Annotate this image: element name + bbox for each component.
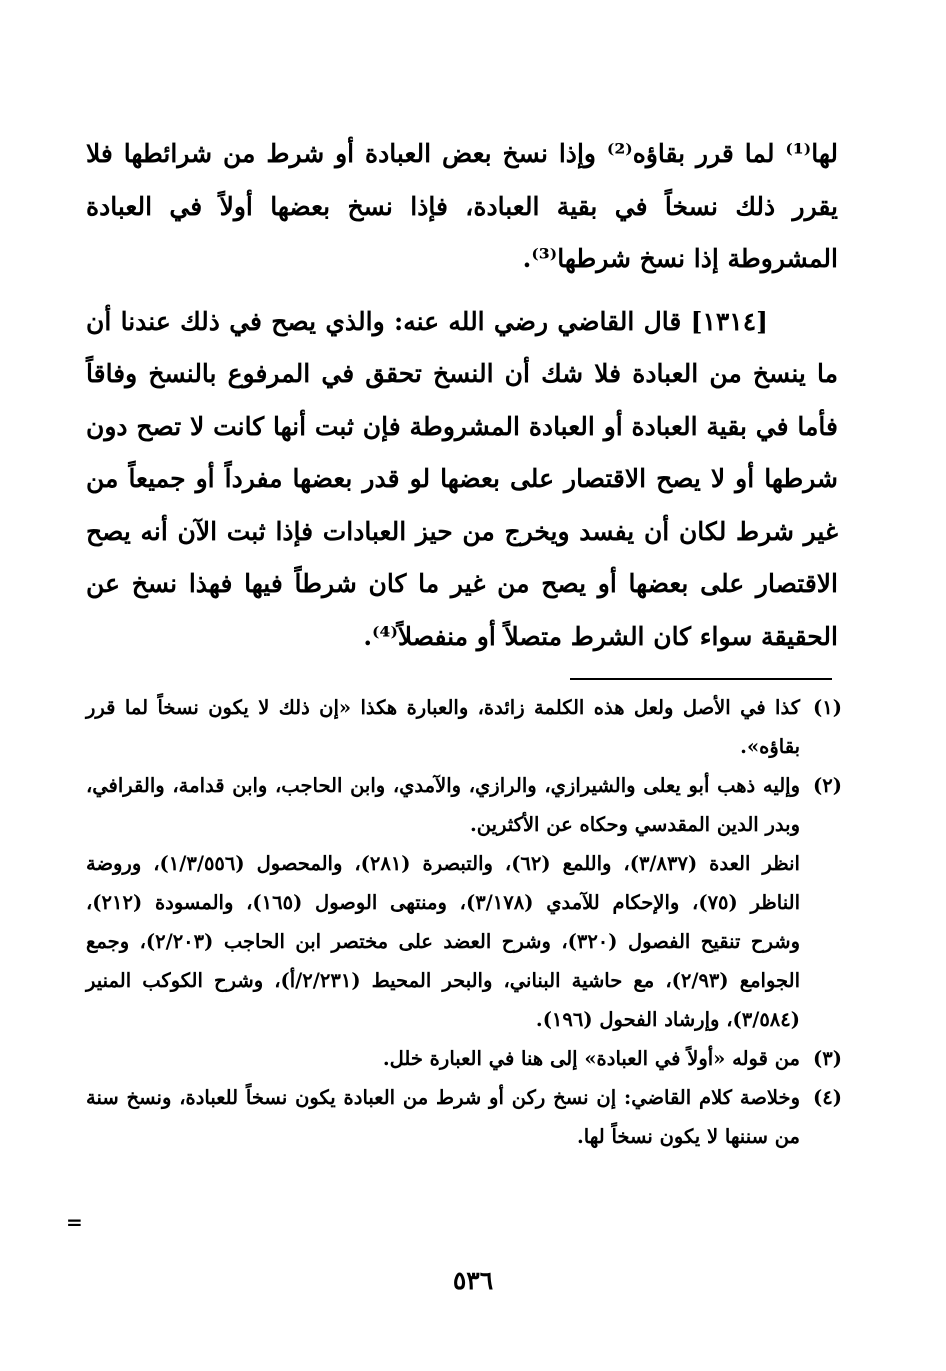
main-text — [86, 128, 838, 663]
footnotes — [86, 688, 842, 1156]
footnote-line: من قوله «أولاً في العبادة» إلى هنا في العبارة خلل. — [382, 1047, 800, 1070]
footnote-number: (٤) — [813, 1086, 842, 1109]
footnote-2 — [86, 766, 842, 1039]
footnote-body — [86, 1039, 800, 1078]
footnote-1 — [86, 688, 842, 766]
footnote-4 — [86, 1078, 842, 1156]
footnote-3 — [86, 1039, 842, 1078]
footnote-number: (٣) — [813, 1047, 842, 1070]
footnote-body — [86, 766, 800, 1039]
footnote-line: انظر العدة (٣/٨٣٧)، واللمع (٦٢)، والتبصرة (٢٨١)، والمحصول (١/٣/٥٥٦)، وروضة الناظر (٧٥)، والإحكام للآمدي (٣/١٧٨)، ومنتهى الوصول (١٦٥)، والمسودة (٢١٢)، وشرح تنقيح الفصول (٣٢٠)، وشرح العضد على مختصر ابن الحاجب (٢/٢٠٣)، وجمع الجوامع (٢/٩٣)، مع حاشية البناني، والبحر المحيط (٢/٢٣١/أ)، وشرح الكوكب المنير (٣/٥٨٤)، وإرشاد الفحول (١٩٦). — [86, 852, 801, 1031]
footnote-number: (٢) — [813, 774, 842, 797]
footnote-line: كذا في الأصل ولعل هذه الكلمة زائدة، والعبارة هكذا «إن ذلك لا يكون نسخاً لما قرر بقاؤه». — [86, 696, 800, 758]
footnote-line: وخلاصة كلام القاضي: إن نسخ ركن أو شرط من العبادة يكون نسخاً للعبادة، ونسخ سنة من سننها لا يكون نسخاً لها. — [86, 1086, 800, 1148]
paragraph-1: لها⁽¹⁾ لما قرر بقاؤه⁽²⁾ وإذا نسخ بعض العبادة أو شرط من شرائطها فلا يقرر ذلك نسخاً في بقية العبادة، فإذا نسخ بعضها أولاً في العبادة المشروطة إذا نسخ شرطها⁽³⁾. — [86, 139, 838, 273]
footnote-body — [86, 688, 800, 766]
paragraph-2: [١٣١٤] قال القاضي رضي الله عنه: والذي يصح في ذلك عندنا أن ما ينسخ من العبادة فلا شك أن النسخ تحقق في المرفوع بالنسخ وفاقاً فأما في بقية العبادة أو العبادة المشروطة فإن ثبت أنها كانت لا تصح دون شرطها أو لا يصح الاقتصار على بعضها لو قدر بعضها مفرداً أو جميعاً من غير شرط لكان أن يفسد ويخرج من حيز العبادات فإذا ثبت الآن أنه يصح الاقتصار على بعضها أو يصح من غير ما كان شرطاً فيها فهذا نسخ عن الحقيقة سواء كان الشرط متصلاً أو منفصلاً⁽⁴⁾. — [86, 306, 838, 651]
footnote-line: وإليه ذهب أبو يعلى والشيرازي، والرازي، والآمدي، وابن الحاجب، وابن قدامة، والقرافي، وبدر الدين المقدسي وحكاه عن الأكثرين. — [86, 774, 800, 836]
footnote-body — [86, 1078, 800, 1156]
continuation-mark: = — [66, 1210, 83, 1234]
page-number: ٥٣٦ — [452, 1266, 494, 1295]
footnote-number: (١) — [813, 696, 842, 719]
footnote-separator — [570, 678, 832, 680]
